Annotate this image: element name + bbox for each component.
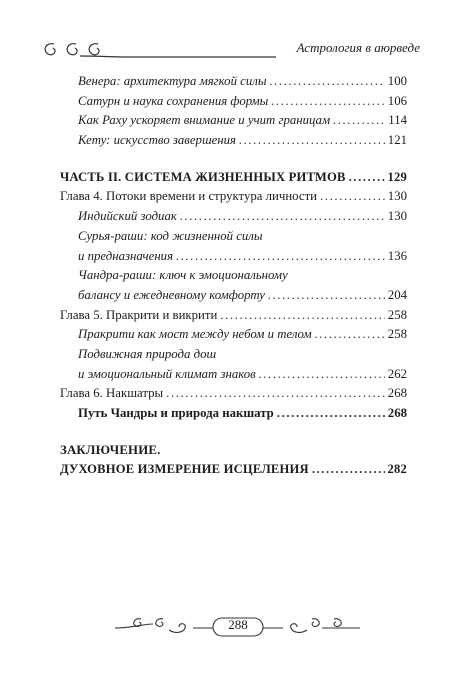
toc-chapter: Глава 6. Накшатры ..... 268 — [60, 384, 407, 404]
toc-entry: Пракрити как мост между небом и телом ..... 258 — [60, 325, 407, 345]
table-of-contents — [60, 72, 407, 480]
toc-entry: и эмоциональный климат знаков ..... 262 — [60, 365, 407, 385]
toc-conclusion-heading: ЗАКЛЮЧЕНИЕ. — [60, 442, 161, 457]
toc-chapter: Глава 4. Потоки времени и структура личности ..... 130 — [60, 187, 407, 207]
toc-entry: Как Раху ускоряет внимание и учит границам ..... 114 — [60, 111, 407, 131]
toc-entry: Индийский зодиак ..... 130 — [60, 207, 407, 227]
toc-chapter: Глава 5. Пракрити и викрити ..... 258 — [60, 306, 407, 326]
toc-entry: и предназначения ..... 136 — [60, 247, 407, 267]
toc-entry-line: Сурья-раши: код жизненной силы — [78, 228, 263, 243]
toc-entry: Сатурн и наука сохранения формы ..... 106 — [60, 92, 407, 112]
toc-entry: Кету: искусство завершения ..... 121 — [60, 131, 407, 151]
toc-entry: Путь Чандры и природа накшатр ..... 268 — [60, 404, 407, 424]
header-title: Астрология в аюрведе — [296, 40, 420, 55]
running-header — [40, 36, 420, 60]
page-footer — [113, 613, 362, 639]
toc-entry: Венера: архитектура мягкой силы ..... 100 — [60, 72, 407, 92]
toc-entry: балансу и ежедневному комфорту ..... 204 — [60, 286, 407, 306]
toc-part-heading: ЧАСТЬ II. СИСТЕМА ЖИЗНЕННЫХ РИТМОВ ..... 129 — [60, 168, 407, 188]
toc-conclusion: ДУХОВНОЕ ИЗМЕРЕНИЕ ИСЦЕЛЕНИЯ ..... 282 — [60, 460, 407, 480]
toc-entry-line: Подвижная природа дош — [78, 346, 217, 361]
page-number: 288 — [228, 617, 248, 632]
toc-entry-line: Чандра-раши: ключ к эмоциональному — [78, 268, 288, 283]
